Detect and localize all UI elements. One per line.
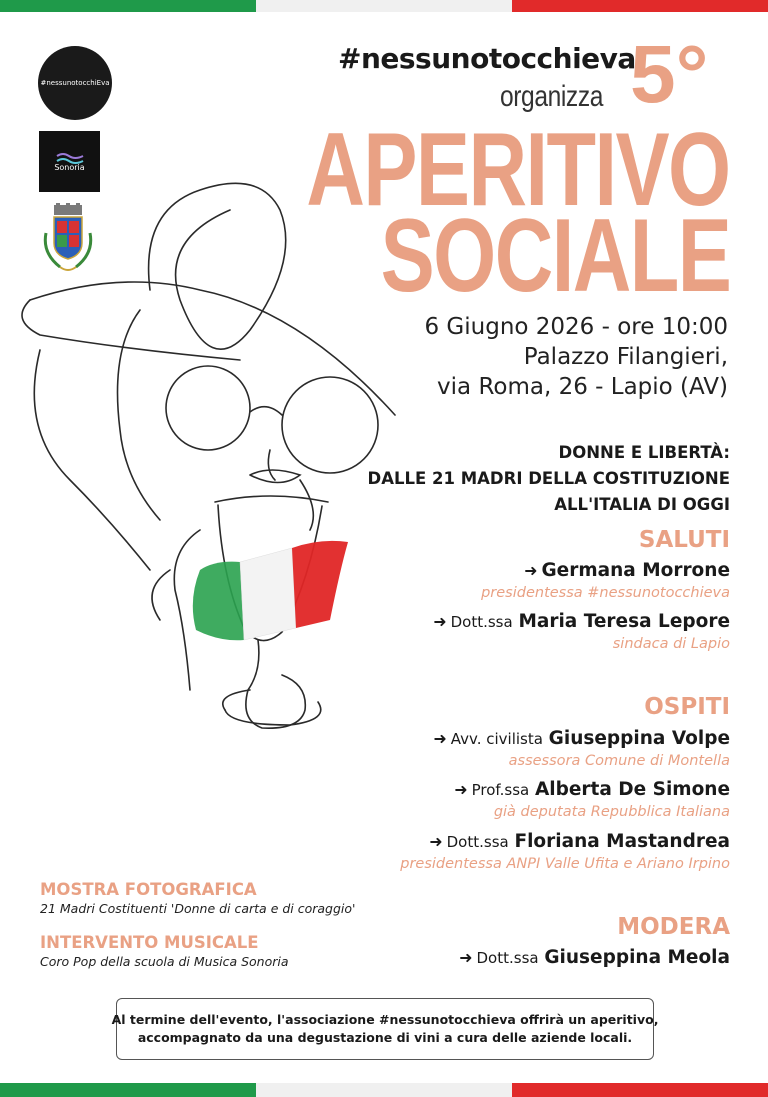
mostra-block bbox=[40, 880, 356, 917]
italian-flag-brush bbox=[193, 541, 348, 640]
event-topic bbox=[368, 440, 730, 518]
ospiti-heading: OSPITI bbox=[644, 694, 730, 720]
guest-entry bbox=[400, 830, 730, 874]
arrow-right-icon: ➜ bbox=[429, 832, 443, 851]
musica-heading: INTERVENTO MUSICALE bbox=[40, 933, 259, 952]
saluti-heading: SALUTI bbox=[638, 527, 730, 553]
guest-name: Giuseppina Volpe bbox=[548, 728, 730, 749]
speaker-role: sindaca di Lapio bbox=[612, 636, 730, 652]
closing-note-line2: accompagnato da una degustazione di vini a cura delle aziende locali. bbox=[137, 1030, 633, 1045]
speaker-role: presidentessa #nessunotocchieva bbox=[481, 585, 730, 601]
guest-role: già deputata Repubblica Italiana bbox=[493, 804, 730, 820]
guest-name: Alberta De Simone bbox=[534, 779, 730, 800]
event-venue: Palazzo Filangieri, bbox=[523, 344, 728, 370]
guest-role: presidentessa ANPI Valle Ufita e Ariano Irpino bbox=[400, 856, 730, 872]
edition-number: 5° bbox=[630, 29, 709, 120]
flag-red bbox=[512, 0, 768, 12]
flag-white bbox=[256, 0, 512, 12]
moderator-entry bbox=[459, 946, 730, 970]
speaker-entry bbox=[481, 559, 730, 603]
guest-role: assessora Comune di Montella bbox=[508, 753, 730, 769]
arrow-right-icon: ➜ bbox=[459, 948, 473, 967]
flag-green bbox=[0, 0, 256, 12]
flag-red bbox=[512, 1083, 768, 1097]
arrow-right-icon: ➜ bbox=[433, 612, 447, 631]
modera-heading: MODERA bbox=[617, 914, 730, 940]
speaker-title: Dott.ssa bbox=[450, 613, 513, 631]
nessunotocchieva-logo bbox=[38, 46, 112, 120]
guest-entry bbox=[433, 727, 730, 771]
arrow-right-icon: ➜ bbox=[524, 561, 538, 580]
topic-line1: DONNE E LIBERTÀ: bbox=[558, 443, 730, 462]
mostra-text: 21 Madri Costituenti 'Donne di carta e di coraggio' bbox=[40, 901, 356, 916]
event-when-where bbox=[424, 312, 728, 402]
closing-note bbox=[111, 998, 659, 1060]
musica-block bbox=[40, 933, 289, 970]
guest-name: Floriana Mastandrea bbox=[514, 831, 730, 852]
closing-note-line1: Al termine dell'evento, l'associazione #nessunotocchieva offrirà un aperitivo, bbox=[111, 1012, 659, 1027]
event-title-line2: SOCIALE bbox=[380, 198, 730, 314]
event-title-line1: APERITIVO bbox=[306, 112, 730, 228]
sonoria-logo-text: Sonoria bbox=[54, 163, 85, 172]
musica-text: Coro Pop della scuola di Musica Sonoria bbox=[40, 954, 289, 969]
woman-with-glass-illustration bbox=[0, 150, 420, 770]
guest-title: Avv. civilista bbox=[450, 730, 543, 748]
hashtag-title: #nessunotocchieva bbox=[338, 42, 636, 75]
flag-stripe-bottom bbox=[0, 1083, 768, 1097]
topic-line2: DALLE 21 MADRI DELLA COSTITUZIONE bbox=[367, 469, 730, 488]
logo-circle-text: #nessunotocchiEva bbox=[40, 79, 110, 87]
arrow-right-icon: ➜ bbox=[433, 729, 447, 748]
flag-green bbox=[0, 1083, 256, 1097]
event-address: via Roma, 26 - Lapio (AV) bbox=[437, 374, 728, 400]
speaker-name: Maria Teresa Lepore bbox=[518, 611, 730, 632]
mostra-heading: MOSTRA FOTOGRAFICA bbox=[40, 880, 257, 899]
event-date-time: 6 Giugno 2026 - ore 10:00 bbox=[424, 314, 728, 340]
speaker-entry bbox=[433, 610, 730, 654]
flag-stripe-top bbox=[0, 0, 768, 12]
topic-line3: ALL'ITALIA DI OGGI bbox=[554, 495, 730, 514]
speaker-name: Germana Morrone bbox=[541, 560, 730, 581]
organizza-label: organizza bbox=[500, 80, 603, 113]
guest-entry bbox=[454, 778, 730, 822]
arrow-right-icon: ➜ bbox=[454, 780, 468, 799]
moderator-title: Dott.ssa bbox=[476, 949, 539, 967]
guest-title: Prof.ssa bbox=[471, 781, 530, 799]
flag-white bbox=[256, 1083, 512, 1097]
guest-title: Dott.ssa bbox=[446, 833, 509, 851]
moderator-name: Giuseppina Meola bbox=[544, 947, 730, 968]
